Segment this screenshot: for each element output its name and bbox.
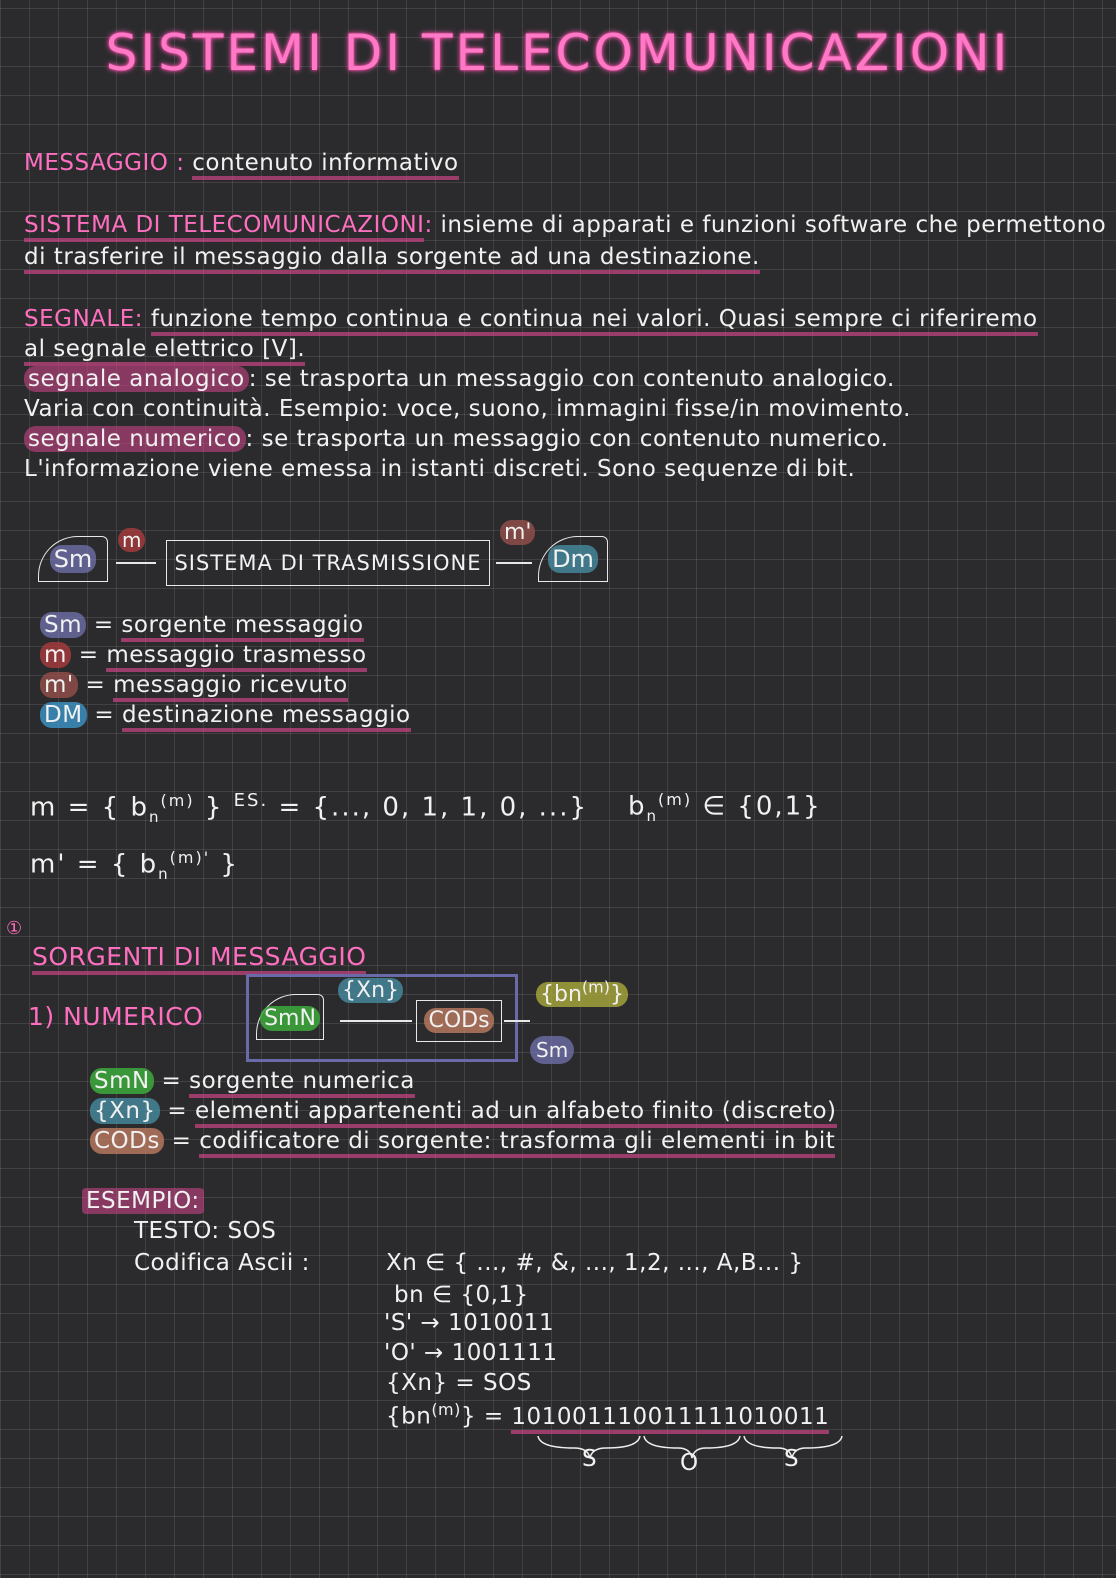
- legend-text: sorgente numerica: [189, 1068, 415, 1098]
- bit-label-o: O: [680, 1450, 699, 1476]
- example-label: [82, 1188, 204, 1214]
- sep: :: [134, 306, 143, 332]
- def-segnale-line2: [24, 336, 305, 362]
- text-sistema-1: insieme di apparati e funzioni software che permettono: [440, 212, 1107, 238]
- legend-sym: SmN: [90, 1068, 154, 1094]
- transmission-system-box: [166, 540, 490, 586]
- m-prime-sup: (m)': [169, 848, 211, 867]
- sep: :: [424, 212, 433, 238]
- bn-rhs: } =: [460, 1403, 504, 1430]
- legend-sym: m': [40, 672, 78, 698]
- legend-sym: {Xn}: [90, 1098, 160, 1124]
- m-label: m: [118, 528, 145, 552]
- b-symbol: b: [139, 849, 159, 880]
- eq-sign: =: [67, 792, 92, 823]
- section-heading-text: SORGENTI DI MESSAGGIO: [32, 942, 366, 975]
- eq-lhs: m: [30, 792, 58, 823]
- term-analogico: segnale analogico: [24, 366, 249, 392]
- eq-sign: =: [278, 792, 303, 823]
- text-analogico-2: Varia con continuità. Esempio: voce, suono, immagini fisse/in movimento.: [24, 396, 911, 422]
- legend-text: destinazione messaggio: [122, 702, 411, 732]
- bit-label-s1: S: [582, 1446, 598, 1472]
- link-m: [116, 562, 156, 564]
- section-sub-text: 1) NUMERICO: [28, 1002, 204, 1031]
- section-number: ①: [6, 918, 23, 939]
- legend-eq: =: [78, 642, 99, 668]
- bit-label-s2: S: [784, 1446, 800, 1472]
- example-testo: TESTO: SOS: [134, 1218, 277, 1244]
- b-symbol: b: [628, 791, 647, 822]
- m-sup: (m): [658, 790, 693, 809]
- example-codifica: Codifica Ascii :: [134, 1250, 310, 1276]
- page-title: SISTEMI DI TELECOMUNICAZIONI: [105, 24, 1011, 82]
- text-segnale-2: al segnale elettrico [V].: [24, 336, 305, 366]
- def-sistema-line1: [24, 212, 1106, 238]
- sep: :: [176, 150, 185, 176]
- def-segnale-line1: [24, 306, 1038, 332]
- cods-label: CODs: [424, 1008, 493, 1033]
- legend-sym: DM: [40, 702, 87, 728]
- legend-sym: Sm: [40, 612, 86, 638]
- bits-string: 101001110011111010011: [511, 1404, 829, 1434]
- b-symbol: b: [130, 792, 149, 823]
- output-sup: (m): [581, 978, 610, 997]
- source-label: Sm: [50, 545, 97, 573]
- legend-text: messaggio trasmesso: [106, 642, 366, 672]
- es-label: ES.: [233, 790, 269, 811]
- brace: }: [204, 792, 224, 823]
- term-sistema: SISTEMA DI TELECOMUNICAZIONI: [24, 212, 424, 242]
- example-o-line: 'O' → 1001111: [384, 1340, 558, 1366]
- output-label: {bn: [540, 982, 582, 1008]
- text-sistema-2: di trasferire il messaggio dalla sorgente ad una destinazione.: [24, 244, 760, 274]
- text-numerico-2: L'informazione viene emessa in istanti discreti. Sono sequenze di bit.: [24, 456, 856, 482]
- def-messaggio: [24, 150, 459, 176]
- term-segnale: SEGNALE: [24, 306, 135, 332]
- m-sup: (m): [160, 791, 195, 810]
- eq-sign: =: [76, 849, 101, 880]
- output-badge: [536, 978, 628, 1007]
- xn-badge: [338, 978, 403, 1003]
- legend-eq: =: [171, 1128, 192, 1154]
- example-bn-line: bn ∈ {0,1}: [394, 1282, 529, 1308]
- legend2-row: [90, 1068, 415, 1094]
- equation-b-domain: [628, 790, 822, 825]
- legend1-row: [40, 612, 364, 638]
- def-analogico-line2: [24, 396, 911, 422]
- section-sub: [28, 1002, 203, 1031]
- example-xn-sos: {Xn} = SOS: [386, 1370, 532, 1396]
- text-analogico: : se trasporta un messaggio con contenuto analogico.: [248, 366, 895, 392]
- text-numerico: : se trasporta un messaggio con contenuto numerico.: [245, 426, 889, 452]
- brace: }: [220, 849, 239, 880]
- eq-lhs: m': [30, 849, 67, 880]
- term-numerico: segnale numerico: [24, 426, 246, 452]
- example-label-text: ESEMPIO:: [82, 1188, 204, 1214]
- example-seq: {..., 0, 1, 1, 0, ...}: [312, 792, 589, 823]
- legend-eq: =: [161, 1068, 182, 1094]
- bn-lhs: {bn: [386, 1403, 432, 1430]
- n-sub: n: [158, 864, 170, 883]
- legend-eq: =: [93, 612, 114, 638]
- term-messaggio: MESSAGGIO: [24, 150, 169, 176]
- example-xn-line: Xn ∈ { ..., #, &, ..., 1,2, ..., A,B... }: [386, 1250, 804, 1276]
- link-m-prime: [496, 562, 532, 564]
- equation-m: [30, 790, 588, 826]
- link-xn: [340, 1020, 412, 1022]
- text-messaggio: contenuto informativo: [192, 150, 458, 180]
- brace: {: [101, 792, 121, 823]
- def-sistema-line2: [24, 244, 760, 270]
- sm-badge: [530, 1038, 574, 1062]
- domain: ∈ {0,1}: [702, 791, 822, 822]
- brace: {: [110, 849, 130, 880]
- legend1-row: [40, 642, 367, 668]
- dest-box: [538, 536, 608, 582]
- def-numerico-line2: [24, 456, 855, 482]
- text-segnale-1: funzione tempo continua e continua nei valori. Quasi sempre ci riferiremo: [151, 306, 1038, 336]
- legend2-row: [90, 1098, 837, 1124]
- legend-text: elementi appartenenti ad un alfabeto finito (discreto): [195, 1098, 837, 1128]
- legend-text: codificatore di sorgente: trasforma gli elementi in bit: [199, 1128, 835, 1158]
- n-sub: n: [646, 806, 659, 825]
- bn-sup: (m): [431, 1400, 461, 1419]
- n-sub: n: [148, 807, 161, 826]
- xn-label: {Xn}: [338, 978, 403, 1003]
- output-close: }: [609, 982, 624, 1008]
- example-bn-bits: [386, 1400, 829, 1430]
- link-out: [504, 1020, 530, 1022]
- sm-badge-label: Sm: [530, 1036, 574, 1064]
- m-badge: [118, 528, 145, 552]
- legend-text: sorgente messaggio: [121, 612, 363, 642]
- section-heading: [32, 942, 366, 971]
- numeric-source-label: SmN: [260, 1006, 320, 1031]
- legend-eq: =: [85, 672, 106, 698]
- legend2-row: [90, 1128, 835, 1154]
- legend-sym: m: [40, 642, 71, 668]
- legend-sym: CODs: [90, 1128, 164, 1154]
- m-prime-label: m': [500, 520, 535, 545]
- legend1-row: [40, 672, 348, 698]
- def-analogico: [24, 366, 895, 392]
- dest-label: Dm: [548, 545, 598, 573]
- transmission-system-label: SISTEMA DI TRASMISSIONE: [174, 551, 482, 575]
- equation-m-prime: [30, 848, 239, 883]
- example-s-line: 'S' → 1010011: [384, 1310, 555, 1336]
- source-box: [38, 536, 108, 582]
- legend-eq: =: [94, 702, 115, 728]
- m-prime-badge: [500, 520, 535, 545]
- legend-eq: =: [167, 1098, 188, 1124]
- cods-box: [416, 1000, 502, 1042]
- legend1-row: [40, 702, 411, 728]
- legend-text: messaggio ricevuto: [113, 672, 348, 702]
- def-numerico: [24, 426, 889, 452]
